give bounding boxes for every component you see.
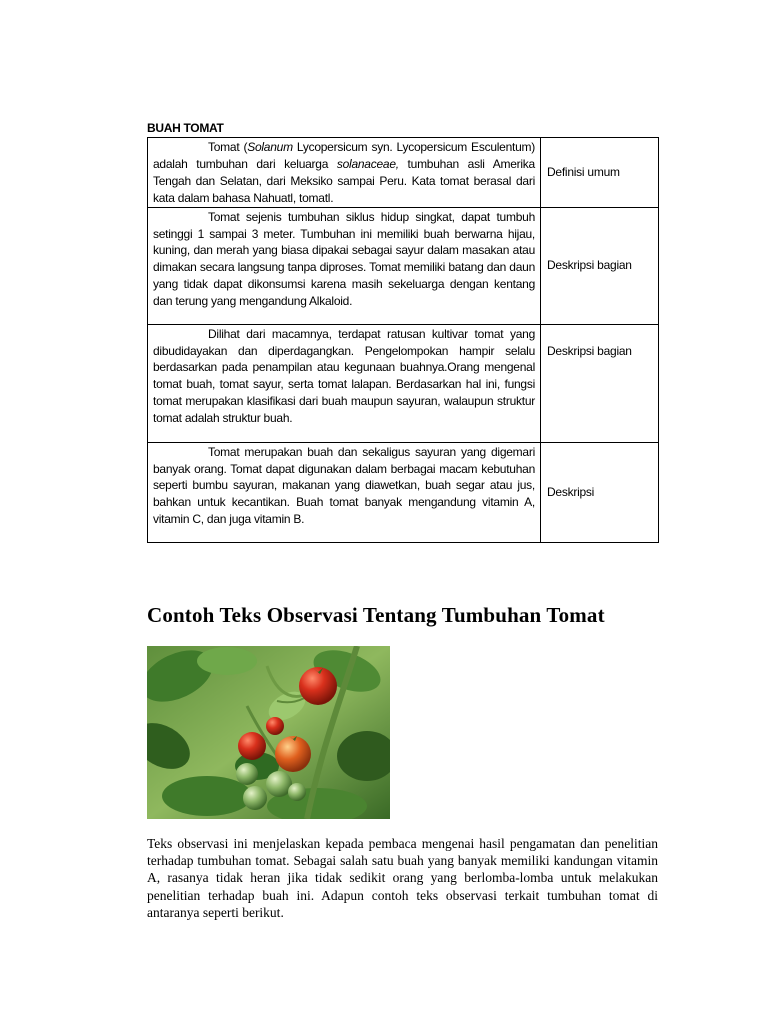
row-description: Tomat sejenis tumbuhan siklus hidup singkat, dapat tumbuh setinggi 1 sampai 3 meter. Tumbuhan ini memiliki buah berwarna hijau, kuning, dan merah yang biasa dipakai sebagai sayur dalam masakan atau dimakan secara langsung tanpa diproses. Tomat memiliki batang dan daun yang tidak dapat dikonsumsi karena masih sekeluarga dengan kentang dan terung yang mengandung Alkaloid. <box>148 207 541 324</box>
row-label: Definisi umum <box>541 138 659 208</box>
row-label: Deskripsi <box>541 442 659 542</box>
table-row <box>148 324 659 442</box>
observation-table <box>147 137 659 543</box>
row-description: Tomat (Solanum Lycopersicum syn. Lycopersicum Esculentum) adalah tumbuhan dari keluarga solanaceae, tumbuhan asli Amerika Tengah dan Selatan, dari Meksiko sampai Peru. Kata tomat berasal dari kata dalam bahasa Nahuatl, tomatl. <box>148 138 541 208</box>
row-label: Deskripsi bagian <box>541 324 659 442</box>
italic-term: solanaceae, <box>336 156 399 171</box>
italic-term: Solanum <box>247 140 293 154</box>
section-title: BUAH TOMAT <box>147 121 224 135</box>
table-row <box>148 138 659 208</box>
table-row <box>148 207 659 324</box>
row-description: Dilihat dari macamnya, terdapat ratusan kultivar tomat yang dibudidayakan dan diperdagangkan. Pengelompokan hampir selalu berdasarkan pada penampilan atau kegunaan buahnya.Orang mengenal tomat buah, tomat sayur, serta tomat lalapan. Berdasarkan hal ini, fungsi tomat merupakan klasifikasi dari buah maupun sayuran, walaupun struktur tomat adalah struktur buah. <box>148 324 541 442</box>
row-label: Deskripsi bagian <box>541 207 659 324</box>
table-row <box>148 442 659 542</box>
row-description: Tomat merupakan buah dan sekaligus sayuran yang digemari banyak orang. Tomat dapat digunakan dalam berbagai macam kebutuhan seperti bumbu sayuran, makanan yang diawetkan, buah segar atau jus, bahkan untuk kecantikan. Buah tomat banyak mengandung vitamin A, vitamin C, dan juga vitamin B. <box>148 442 541 542</box>
article-heading: Contoh Teks Observasi Tentang Tumbuhan Tomat <box>147 603 605 627</box>
article-paragraph: Teks observasi ini menjelaskan kepada pembaca mengenai hasil pengamatan dan penelitian terhadap tumbuhan tomat. Sebagai salah satu buah yang banyak memiliki kandungan vitamin A, rasanya tidak heran jika tidak sedikit orang yang berlomba-lomba untuk melakukan penelitian terhadap buah ini. Adapun contoh teks observasi terkait tumbuhan tomat di antaranya seperti berikut. <box>147 836 658 920</box>
tomato-plant-photo <box>147 646 390 819</box>
